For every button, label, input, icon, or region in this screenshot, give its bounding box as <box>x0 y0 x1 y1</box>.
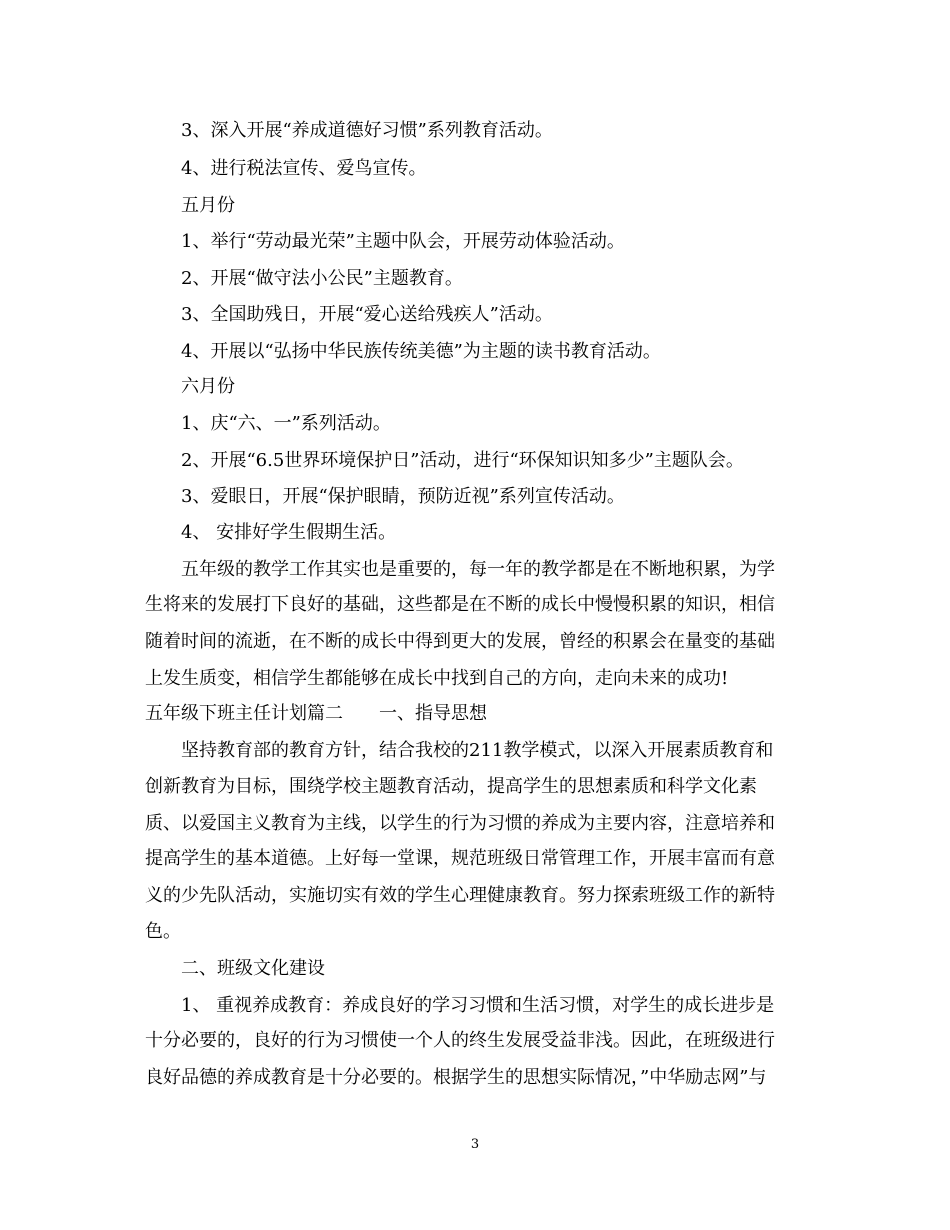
paragraph-line: 生将来的发展打下良好的基础，这些都是在不断的成长中慢慢积累的知识，相信 <box>145 594 775 615</box>
paragraph-line: 质、以爱国主义教育为主线，以学生的行为习惯的养成为主要内容，注意培养和 <box>145 813 775 834</box>
paragraph-line: 色。 <box>145 921 181 942</box>
text-line: 4、开展以“弘扬中华民族传统美德”为主题的读书教育活动。 <box>181 341 661 362</box>
paragraph-line: 随着时间的流逝，在不断的成长中得到更大的发展，曾经的积累会在量变的基础 <box>145 631 775 652</box>
text-line: 4、进行税法宣传、爱鸟宣传。 <box>181 158 427 179</box>
text-line: 2、开展“做守法小公民”主题教育。 <box>181 268 463 289</box>
text-line: 3、深入开展“养成道德好习惯”系列教育活动。 <box>181 120 553 141</box>
article-title: 五年级下班主任计划篇二 一、指导思想 <box>145 703 487 724</box>
page-number: 3 <box>470 1137 480 1152</box>
paragraph-line: 1、 重视养成教育：养成良好的学习习惯和生活习惯，对学生的成长进步是 <box>181 995 775 1016</box>
paragraph-line: 义的少先队活动，实施切实有效的学生心理健康教育。努力探索班级工作的新特 <box>145 885 775 906</box>
paragraph-line: 良好品德的养成教育是十分必要的。根据学生的思想实际情况，”中华励志网”与 <box>145 1067 767 1088</box>
paragraph-line: 创新教育为目标，围绕学校主题教育活动，提高学生的思想素质和科学文化素 <box>145 776 757 797</box>
section-heading-june: 六月份 <box>181 376 235 397</box>
text-line: 2、开展“6.5世界环境保护日”活动，进行“环保知识知多少”主题队会。 <box>181 450 744 471</box>
paragraph-line: 五年级的教学工作其实也是重要的，每一年的教学都是在不断地积累，为学 <box>181 559 775 580</box>
text-line: 3、全国助残日，开展“爱心送给残疾人”活动。 <box>181 304 553 325</box>
text-line: 4、 安排好学生假期生活。 <box>181 522 397 543</box>
paragraph-line: 十分必要的，良好的行为习惯使一个人的终生发展受益非浅。因此，在班级进行 <box>145 1030 775 1051</box>
paragraph-line: 坚持教育部的教育方针，结合我校的211教学模式，以深入开展素质教育和 <box>181 740 774 761</box>
paragraph-line: 提高学生的基本道德。上好每一堂课，规范班级日常管理工作，开展丰富而有意 <box>145 848 775 869</box>
text-line: 1、庆“六、一”系列活动。 <box>181 413 391 434</box>
text-line: 3、爱眼日，开展“保护眼睛，预防近视”系列宣传活动。 <box>181 486 625 507</box>
section-heading: 二、班级文化建设 <box>181 958 325 979</box>
text-line: 1、举行“劳动最光荣”主题中队会，开展劳动体验活动。 <box>181 231 625 252</box>
section-heading-may: 五月份 <box>181 195 235 216</box>
paragraph-line: 上发生质变，相信学生都能够在成长中找到自己的方向，走向未来的成功! <box>145 668 729 689</box>
